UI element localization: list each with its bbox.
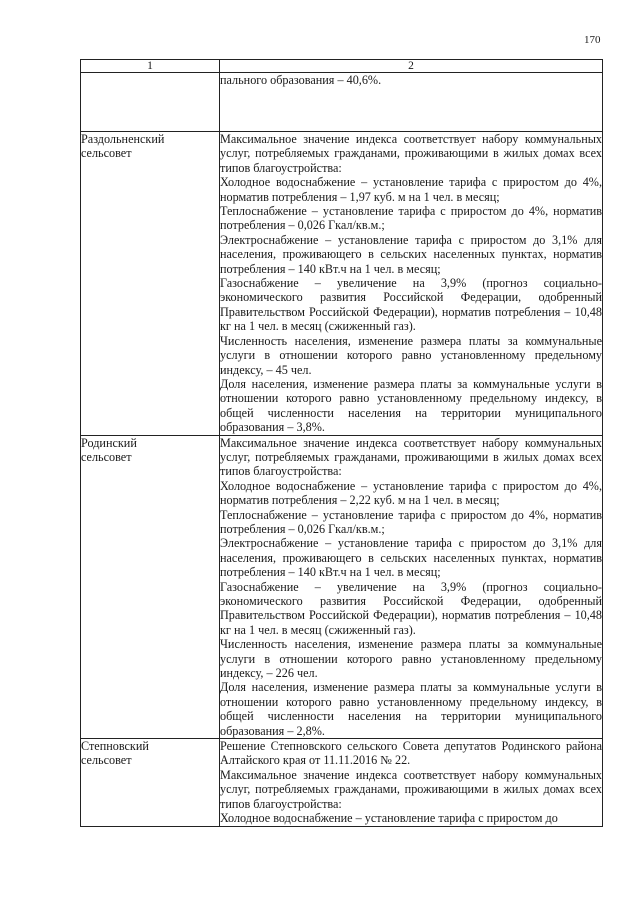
paragraph: Доля населения, изменение размера платы за коммунальные услуги в отношении которого равно установленному предельному индексу, в общей численности населения на территории муниципального образования – 3,8%. [220,376,602,435]
municipality-name-line: сельсовет [81,753,132,768]
page-number: 170 [584,34,601,46]
paragraph: Газоснабжение – увеличение на 3,9% (прогноз социально-экономического развития Российской Федерации, одобренный Правительством Российской Федерации), норматив потребления – 10,48 кг на 1 чел. в месяц (сжиженный газ). [220,276,602,334]
paragraph: Численность населения, изменение размера платы за коммунальные услуги в отношении которого равно установленному предельному индексу, – 45 чел. [220,333,602,377]
description-cell [220,435,603,739]
table-header-row [81,60,603,73]
paragraph: Максимальное значение индекса соответствует набору коммунальных услуг, потребляемых гражданами, проживающими в жилых домах всех типов благоустройства: [220,435,602,479]
continuation-cell [220,73,603,132]
paragraph: Холодное водоснабжение – установление тарифа с приростом до 4%, норматив потребления – 2,22 куб. м на 1 чел. в месяц; [220,478,602,508]
paragraph: Газоснабжение – увеличение на 3,9% (прогноз социально-экономического развития Российской Федерации, одобренный Правительством Российской Федерации), норматив потребления – 10,48 кг на 1 чел. в месяц (сжиженный газ). [220,579,602,637]
paragraph: Теплоснабжение – установление тарифа с приростом до 4%, норматив потребления – 0,026 Гкал/кв.м.; [220,507,602,536]
municipality-name-line: Степновский [81,739,149,754]
description-cell [220,739,603,826]
municipality-name-line: Родинский [81,435,137,450]
paragraph: Максимальное значение индекса соответствует набору коммунальных услуг, потребляемых гражданами, проживающими в жилых домах всех типов благоустройства: [220,767,602,811]
paragraph: Доля населения, изменение размера платы за коммунальные услуги в отношении которого равно установленному предельному индексу, в общей численности населения на территории муниципального образования – 2,8%. [220,680,602,738]
paragraph: Холодное водоснабжение – установление тарифа с приростом до 4%, норматив потребления – 1,97 куб. м на 1 чел. в месяц; [220,175,602,204]
paragraph: Решение Степновского сельского Совета депутатов Родинского района Алтайского края от 11.11.2016 № 22. [220,739,602,768]
column-header-1: 1 [81,60,220,73]
paragraph: Электроснабжение – установление тарифа с приростом до 3,1% для населения, проживающего в сельских населенных пунктах, норматив потребления – 140 кВт.ч на 1 чел. в месяц; [220,232,602,276]
table-row [81,739,603,826]
table-row [81,435,603,739]
table-row [81,132,603,436]
description-cell [220,132,603,436]
municipality-name-cell [81,132,220,436]
table-row-continuation [81,73,603,132]
municipality-name-line: Раздольненский [81,132,165,146]
paragraph: Теплоснабжение – установление тарифа с приростом до 4%, норматив потребления – 0,026 Гкал/кв.м.; [220,204,602,233]
continuation-text: пального образования – 40,6%. [220,73,382,87]
paragraph: Холодное водоснабжение – установление тарифа с приростом до [220,811,558,826]
paragraph: Электроснабжение – установление тарифа с приростом до 3,1% для населения, проживающего в сельских населенных пунктах, норматив потребления – 140 кВт.ч на 1 чел. в месяц; [220,536,602,580]
municipality-name-cell [81,739,220,826]
column-header-2: 2 [220,60,603,73]
paragraph: Максимальное значение индекса соответствует набору коммунальных услуг, потребляемых гражданами, проживающими в жилых домах всех типов благоустройства: [220,132,602,175]
index-table [80,59,603,827]
paragraph: Численность населения, изменение размера платы за коммунальные услуги в отношении которого равно установленному предельному индексу, – 226 чел. [220,637,602,681]
municipality-name-cell [81,435,220,739]
municipality-name-line: сельсовет [81,449,132,464]
municipality-name-line: сельсовет [81,146,132,161]
continuation-name-cell [81,73,220,132]
